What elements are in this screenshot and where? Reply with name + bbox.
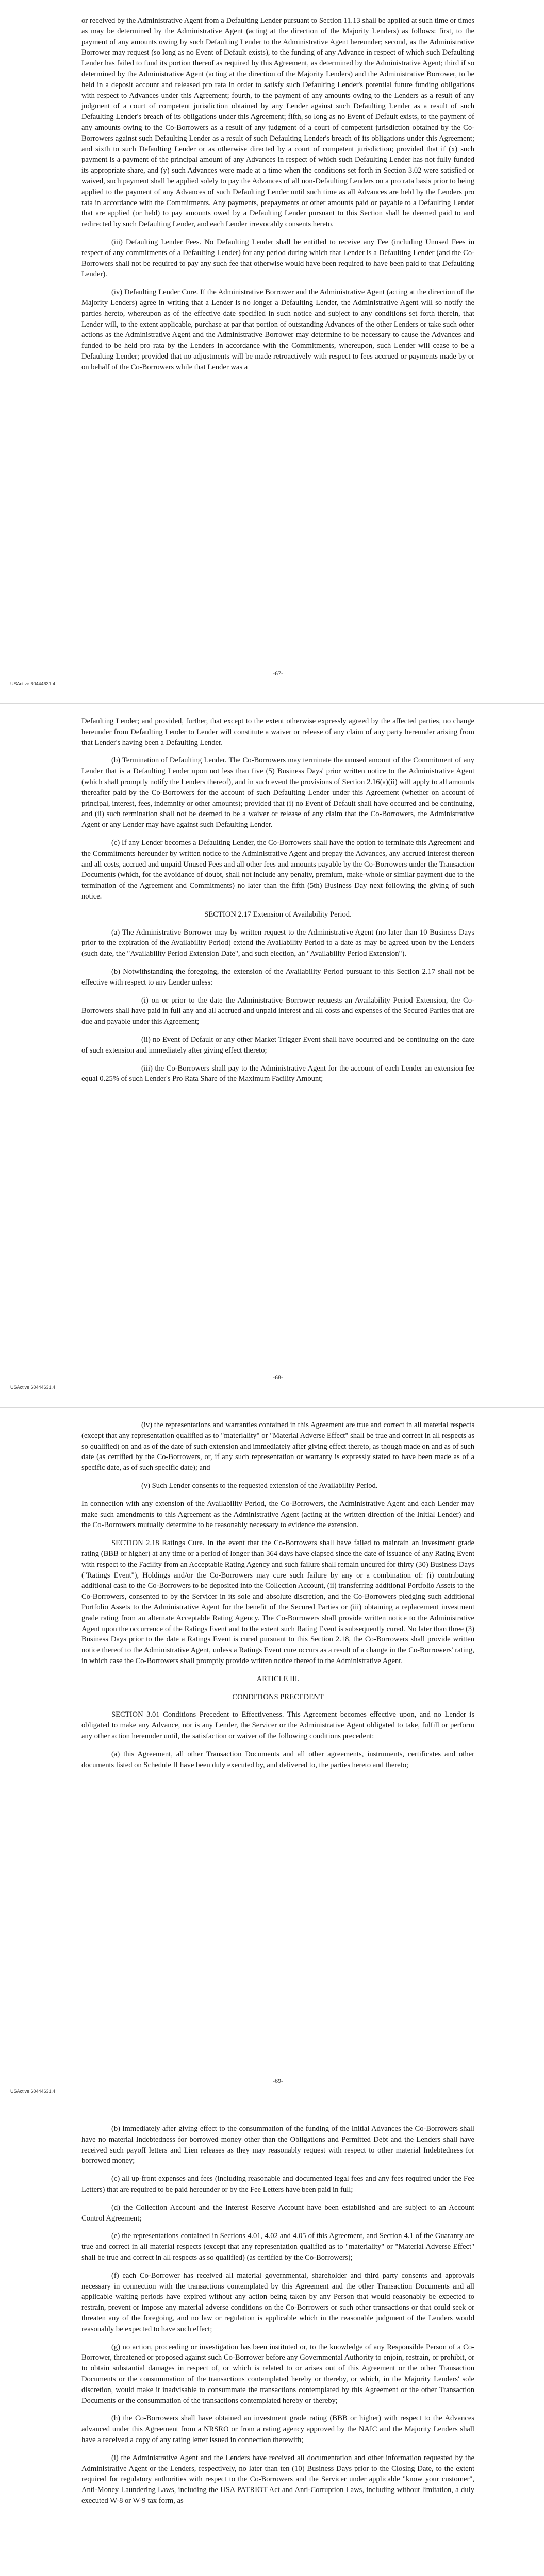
- condition-a: (a) this Agreement, all other Transaction Documents and all other agreements, instruments, certificates and other documents listed on Schedule II have been duly executed by, and delivered to, the parties hereto and thereto;: [81, 1750, 474, 1769]
- document-id: USActive 60444631.4: [10, 681, 56, 686]
- paragraph-defaulting-lender-cure: (iv) Defaulting Lender Cure. If the Administrative Borrower and the Administrative Agent (acting at the direction of the Majority Lenders) agree in writing that a Lender is no longer a Defaulting Lender, the Administrative Agent will so notify the parties hereto, whereupon as of the effective date specified in such notice and subject to any conditions set forth therein, that Lender will, to the extent applicable, purchase at par that portion of outstanding Advances of the other Lenders or take such other actions as the Administrative Agent and the Administrative Borrower may determine to be necessary to cause the Advances and funded to be held pro rata by the Lenders in accordance with the Commitments, whereupon, such Lender will cease to be a Defaulting Lender; provided that no adjustments will be made retroactively with respect to fees accrued or payments made by or on behalf of the Co-Borrowers while that Lender was a: [81, 288, 474, 371]
- condition-i: (i) on or prior to the date the Administrative Borrower requests an Availability Period Extension, the Co-Borrowers shall have paid in full any and all accrued and unpaid interest and all costs and expenses of the Secured Parties that are due and payable under this Agreement;: [81, 996, 474, 1026]
- paragraph-option-to-terminate: (c) If any Lender becomes a Defaulting Lender, the Co-Borrowers shall have the option to terminate this Agreement and the Commitments hereunder by written notice to the Administrative Agent and prepay the Advances, any accrued interest thereon and all costs, accrued and unpaid Unused Fees and all other fees and amounts payable by the Co-Borrowers under the Transaction Documents (which, for the avoidance of doubt, shall not include any penalty, premium, make-whole or similar payment due to the termination of the Agreement and Commitments) no later than the fifth (5th) Business Day next following the giving of such notice.: [81, 838, 474, 901]
- page-67-body: [81, 15, 474, 380]
- condition-iv: (iv) the representations and warranties contained in this Agreement are true and correct in all material respects (except that any representation qualified as to "materiality" or "Material Adverse Effect" shall be true and correct in all respects as so qualified) on and as of the date of such extension and immediately after giving effect thereto, as though made on and as of such date (as certified by the Co-Borrowers, or, if any such representation or warranty is expressly stated to have been made as of a specific date, as of such specific date); and: [81, 1421, 474, 1472]
- page-68-body: [81, 716, 474, 1092]
- condition-ii: (ii) no Event of Default or any other Market Trigger Event shall have occurred and be continuing on the date of such extension and immediately after giving effect thereto;: [81, 1035, 474, 1055]
- section-2-18-ratings-cure: SECTION 2.18 Ratings Cure. In the event that the Co-Borrowers shall have failed to maintain an investment grade rating (BBB or higher) at any time or a period of longer than 364 days have elapsed since the date of issuance of any Rating Event with respect to the Facility from an Acceptable Rating Agency and such failure shall remain uncured for thirty (30) Business Days ("Ratings Event"), Holdings and/or the Co-Borrowers may cure such failure by any or a combination of: (i) contributing additional cash to the Co-Borrowers to be deposited into the Collection Account, (ii) transferring additional Portfolio Assets to the Co-Borrowers, consented to by the Servicer in its sole and absolute discretion, and the Co-Borrowers pledging such additional Portfolio Assets to the Administrative Agent for the benefit of the Secured Parties or (iii) obtaining a replacement investment grade rating from an alternate Acceptable Rating Agency. The Co-Borrowers shall provide written notice to the Administrative Agent upon the occurrence of the Ratings Event and to the extent such Rating Event is subsequently cured. No later than three (3) Business Days prior to the date a Ratings Event is cured pursuant to this Section 2.18, the Co-Borrowers shall provide written notice thereof to the Administrative Agent, unless a Ratings Event cure occurs as a result of a change in the Co-Borrowers' rating, in which case the Co-Borrowers shall promptly provide written notice thereof to the Administrative Agent.: [81, 1539, 474, 1665]
- condition-iii: (iii) the Co-Borrowers shall pay to the Administrative Agent for the account of each Lender an extension fee equal 0.25% of such Lender's Pro Rata Share of the Maximum Facility Amount;: [81, 1064, 474, 1083]
- condition-e: (e) the representations contained in Sections 4.01, 4.02 and 4.05 of this Agreement, and Section 4.1 of the Guaranty are true and correct in all material respects (except that any representation qualified as to "materiality" or "Material Adverse Effect" shall be true and correct in all respects as so qualified) (as certified by the Co-Borrowers);: [81, 2232, 474, 2262]
- paragraph-defaulting-lender-waterfall: or received by the Administrative Agent from a Defaulting Lender pursuant to Section 11.13 shall be applied at such time or times as may be determined by the Administrative Agent (acting at the direction of the Majority Lenders) as follows: first, to the payment of any amounts owing by such Defaulting Lender to the Administrative Agent hereunder; second, as the Administrative Borrower may request (so long as no Event of Default exists), to the funding of any Advance in respect of which such Defaulting Lender has failed to fund its portion thereof as required by this Agreement, as determined by the Administrative Agent; third if so determined by the Administrative Agent (acting at the direction of the Majority Lenders) and the Administrative Borrower, to be held in a deposit account and released pro rata in order to satisfy such Defaulting Lender's potential future funding obligations with respect to Advances under this Agreement; fourth, to the payment of any amounts owing to the Lenders as a result of any judgment of a court of competent jurisdiction obtained by any Lender against such Defaulting Lender as a result of such Defaulting Lender's breach of its obligations under this Agreement; fifth, so long as no Event of Default exists, to the payment of any amounts owing to the Co-Borrowers as a result of any judgment of a court of competent jurisdiction obtained by the Co-Borrowers against such Defaulting Lender as a result of such Defaulting Lender's breach of its obligations under this Agreement; and sixth to such Defaulting Lender or as otherwise directed by a court of competent jurisdiction; provided that if (x) such payment is a payment of the principal amount of any Advances in respect of which such Defaulting Lender has not fully funded its appropriate share, and (y) such Advances were made at a time when the conditions set forth in Section 3.02 were satisfied or waived, such payment shall be applied solely to pay the Advances of all non-Defaulting Lenders on a pro rata basis prior to being applied to the payment of any Advances of such Defaulting Lender until such time as all Advances are held by the Lenders pro rata in accordance with the Commitments. Any payments, prepayments or other amounts paid or payable to a Defaulting Lender that are applied (or held) to pay amounts owed by a Defaulting Lender pursuant to this Section shall be deemed paid to and redirected by such Defaulting Lender, and each Lender irrevocably consents hereto.: [81, 16, 474, 229]
- paragraph-extension-request: (a) The Administrative Borrower may by written request to the Administrative Agent (no later than 10 Business Days prior to the expiration of the Availability Period) extend the Availability Period to a date as may be agreed upon by the Lenders (such date, the "Availability Period Extension Date", and such election, an "Availability Period Extension").: [81, 928, 474, 958]
- document-id: USActive 60444631.4: [10, 2089, 56, 2094]
- paragraph-termination-defaulting-lender: (b) Termination of Defaulting Lender. The Co-Borrowers may terminate the unused amount of the Commitment of any Lender that is a Defaulting Lender upon not less than five (5) Business Days' prior written notice to the Administrative Agent (which shall promptly notify the Lenders thereof), and in such event the provisions of Section 2.16(a)(ii) will apply to all amounts thereafter paid by the Co-Borrowers for the account of such Defaulting Lender under this Agreement (whether on account of principal, interest, fees, indemnity or other amounts); provided that (i) no Event of Default shall have occurred and be continuing, and (ii) such termination shall not be deemed to be a waiver or release of any claim that the Co-Borrowers, the Administrative Agent or any Lender may have against such Defaulting Lender.: [81, 756, 474, 829]
- section-2-17-heading: SECTION 2.17 Extension of Availability Period.: [204, 910, 352, 919]
- condition-c: (c) all up-front expenses and fees (including reasonable and documented legal fees and any fees required under the Fee Letters) that are required to be paid hereunder or by the Fee Letters have been paid in full;: [81, 2175, 474, 2194]
- page-69: [0, 1408, 544, 2111]
- page-number: -69-: [273, 2077, 283, 2084]
- document-id: USActive 60444631.4: [10, 1385, 56, 1390]
- page-70-body: [81, 2124, 474, 2514]
- condition-i-documentation: (i) the Administrative Agent and the Lenders have received all documentation and other information requested by the Administrative Agent or the Lenders, respectively, no later than ten (10) Business Days prior to the Closing Date, to the extent required for regulatory authorities with respect to the Co-Borrowers and the Servicer under applicable "know your customer", Anti-Money Laundering Laws, including the USA PATRIOT Act and Anti-Corruption Laws, including without limitation, a duly executed W-8 or W-9 tax form, as: [81, 2453, 474, 2505]
- condition-d: (d) the Collection Account and the Interest Reserve Account have been established and are subject to an Account Control Agreement;: [81, 2203, 474, 2223]
- page-68: [0, 704, 544, 1407]
- condition-v: (v) Such Lender consents to the requested extension of the Availability Period.: [141, 1481, 378, 1490]
- page-67: [0, 0, 544, 703]
- paragraph-defaulting-lender-continued: Defaulting Lender; and provided, further, that except to the extent otherwise expressly agreed by the affected parties, no change hereunder from Defaulting Lender to Lender will constitute a waiver or release of any claim of any party hereunder arising from that Lender's having been a Defaulting Lender.: [81, 717, 474, 747]
- page-70: [0, 2111, 544, 2576]
- section-3-01-conditions: SECTION 3.01 Conditions Precedent to Effectiveness. This Agreement becomes effective upon, and no Lender is obligated to make any Advance, nor is any Lender, the Servicer or the Administrative Agent obligated to take, fulfill or perform any other action hereunder until, the satisfaction or waiver of the following conditions precedent:: [81, 1710, 474, 1740]
- condition-h: (h) the Co-Borrowers shall have obtained an investment grade rating (BBB or higher) with respect to the Advances advanced under this Agreement from a NRSRO or from a rating agency approved by the NAIC and the Majority Lenders shall have a received a copy of any rating letter issued in connection therewith;: [81, 2414, 474, 2444]
- condition-b: (b) immediately after giving effect to the consummation of the funding of the Initial Advances the Co-Borrowers shall have no material Indebtedness for borrowed money other than the Obligations and Permitted Debt and the Lenders shall have received such payoff letters and Lien releases as they may reasonably request with respect to other material Indebtedness for borrowed money;: [81, 2125, 474, 2165]
- paragraph-defaulting-lender-fees: (iii) Defaulting Lender Fees. No Defaulting Lender shall be entitled to receive any Fee (including Unused Fees in respect of any commitments of a Defaulting Lender) for any period during which that Lender is a Defaulting Lender (and the Co-Borrowers shall not be required to pay any such fee that otherwise would have been required to have been paid to that Defaulting Lender).: [81, 238, 474, 279]
- page-69-body: [81, 1420, 474, 1777]
- page-number: -68-: [273, 1374, 283, 1381]
- paragraph-extension-conditions: (b) Notwithstanding the foregoing, the extension of the Availability Period pursuant to this Section 2.17 shall not be effective with respect to any Lender unless:: [81, 967, 474, 987]
- article-heading: ARTICLE III.: [256, 1674, 300, 1683]
- page-number: -67-: [273, 670, 283, 677]
- condition-f: (f) each Co-Borrower has received all material governmental, shareholder and third party consents and approvals necessary in connection with the transactions contemplated by this Agreement and the other Transaction Documents and all applicable waiting periods have expired without any action being taken by any Person that would reasonably be expected to restrain, prevent or impose any material adverse conditions on the Co-Borrowers or such other transactions or that could seek or threaten any of the foregoing, and no law or regulation is applicable which in the reasonable judgment of the Lenders would reasonably be expected to have such effect;: [81, 2271, 474, 2333]
- article-title: CONDITIONS PRECEDENT: [232, 1692, 324, 1701]
- condition-g: (g) no action, proceeding or investigation has been instituted or, to the knowledge of any Responsible Person of a Co-Borrower, threatened or proposed against such Co-Borrower before any Governmental Authority to enjoin, restrain, or prohibit, or to obtain substantial damages in respect of, or which is related to or arises out of this Agreement or the other Transaction Documents or the consummation of the transactions contemplated hereby or thereby, or which, in the Majority Lenders' sole discretion, would make it inadvisable to consummate the transactions contemplated by this Agreement or the other Transaction Documents or the consummation of the transactions contemplated hereby or thereby;: [81, 2343, 474, 2405]
- paragraph-extension-amendments: In connection with any extension of the Availability Period, the Co-Borrowers, the Administrative Agent and each Lender may make such amendments to this Agreement as the Administrative Agent (acting at the written direction of the Initial Lender) and the Co-Borrowers mutually determine to be reasonably necessary to evidence the extension.: [81, 1499, 474, 1530]
